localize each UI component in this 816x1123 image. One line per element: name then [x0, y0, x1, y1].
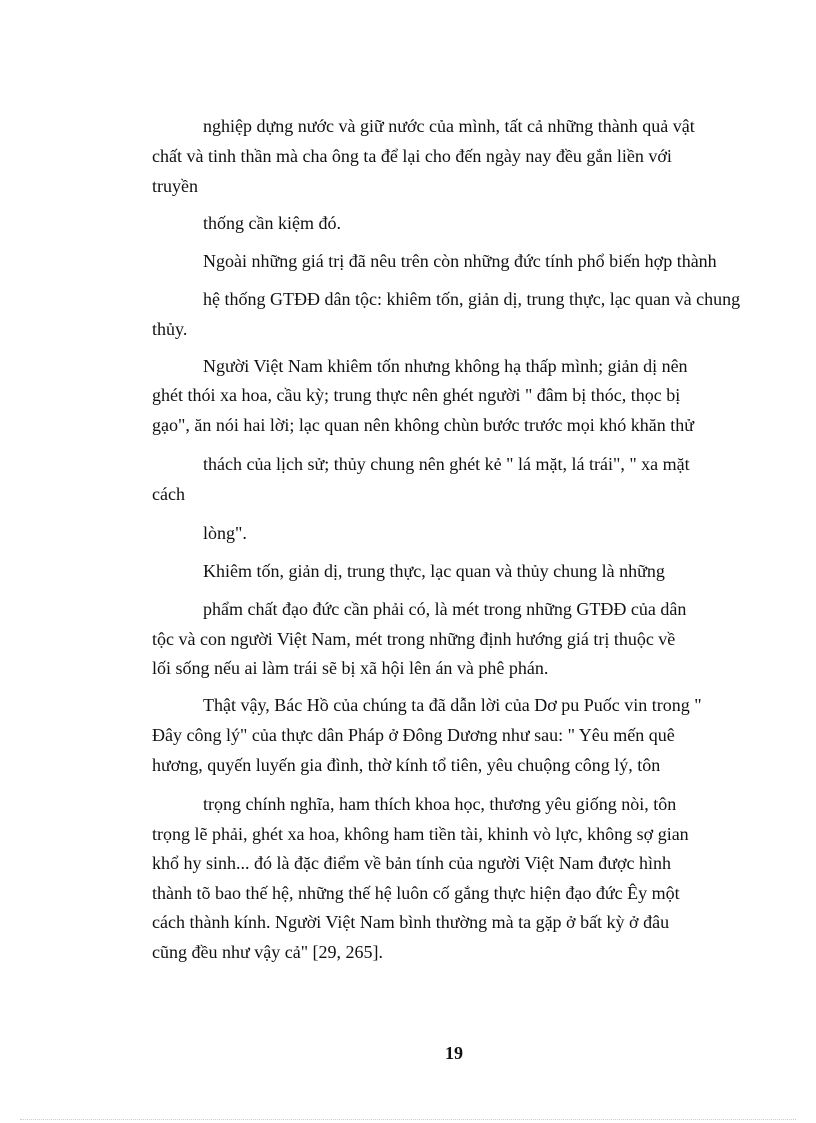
text-line: chất và tinh thần mà cha ông ta để lại cho đến ngày nay đều gắn liền với: [152, 146, 672, 166]
text-line: Người Việt Nam khiêm tốn nhưng không hạ thấp mình; giản dị nên: [203, 356, 688, 376]
page-bottom-divider: [20, 1119, 796, 1120]
text-line: khổ hy sinh... đó là đặc điểm về bản tính của người Việt Nam được hình: [152, 853, 672, 873]
text-line: Khiêm tốn, giản dị, trung thực, lạc quan và thủy chung là những: [203, 561, 665, 581]
text-line: Ngoài những giá trị đã nêu trên còn những đức tính phổ biến hợp thành: [203, 251, 717, 271]
text-line: thách của lịch sử; thủy chung nên ghét kẻ " lá mặt, lá trái", " xa mặt: [203, 454, 690, 474]
text-line: gạo", ăn nói hai lời; lạc quan nên không chùn bước trước mọi khó khăn thử: [152, 415, 695, 435]
text-line: cũng đều như vậy cả" [29, 265].: [152, 942, 384, 962]
text-line: Đây công lý" của thực dân Pháp ở Đông Dương như sau: " Yêu mến quê: [152, 725, 675, 745]
text-line: lòng".: [203, 523, 247, 543]
text-line: hệ thống GTĐĐ dân tộc: khiêm tốn, giản dị, trung thực, lạc quan và chung: [203, 289, 741, 309]
text-line: thành tõ bao thế hệ, những thế hệ luôn cố gắng thực hiện đạo đức Êy một: [152, 883, 680, 903]
text-line: truyền: [152, 176, 198, 196]
text-line: lối sống nếu ai làm trái sẽ bị xã hội lên án và phê phán.: [152, 658, 549, 678]
text-line: thống cần kiệm đó.: [203, 213, 341, 233]
text-line: cách thành kính. Người Việt Nam bình thường mà ta gặp ở bất kỳ ở đâu: [152, 912, 670, 932]
text-line: thủy.: [152, 319, 188, 339]
text-line: cách: [152, 484, 185, 504]
text-line: hương, quyến luyến gia đình, thờ kính tổ tiên, yêu chuộng công lý, tôn: [152, 755, 661, 775]
text-line: Thật vậy, Bác Hồ của chúng ta đã dẫn lời của Dơ pu Puốc vin trong ": [203, 695, 702, 715]
text-line: phẩm chất đạo đức cần phải có, là mét trong những GTĐĐ của dân: [203, 599, 687, 619]
text-line: trọng lẽ phải, ghét xa hoa, không ham tiền tài, khinh vò lực, không sợ gian: [152, 824, 689, 844]
page-number: 19: [445, 1043, 463, 1063]
text-line: nghiệp dựng nước và giữ nước của mình, tất cả những thành quả vật: [203, 116, 695, 136]
text-line: ghét thói xa hoa, cầu kỳ; trung thực nên ghét người " đâm bị thóc, thọc bị: [152, 385, 681, 405]
text-line: tộc và con người Việt Nam, mét trong những định hướng giá trị thuộc về: [152, 629, 676, 649]
text-line: trọng chính nghĩa, ham thích khoa học, thương yêu giống nòi, tôn: [203, 794, 677, 814]
